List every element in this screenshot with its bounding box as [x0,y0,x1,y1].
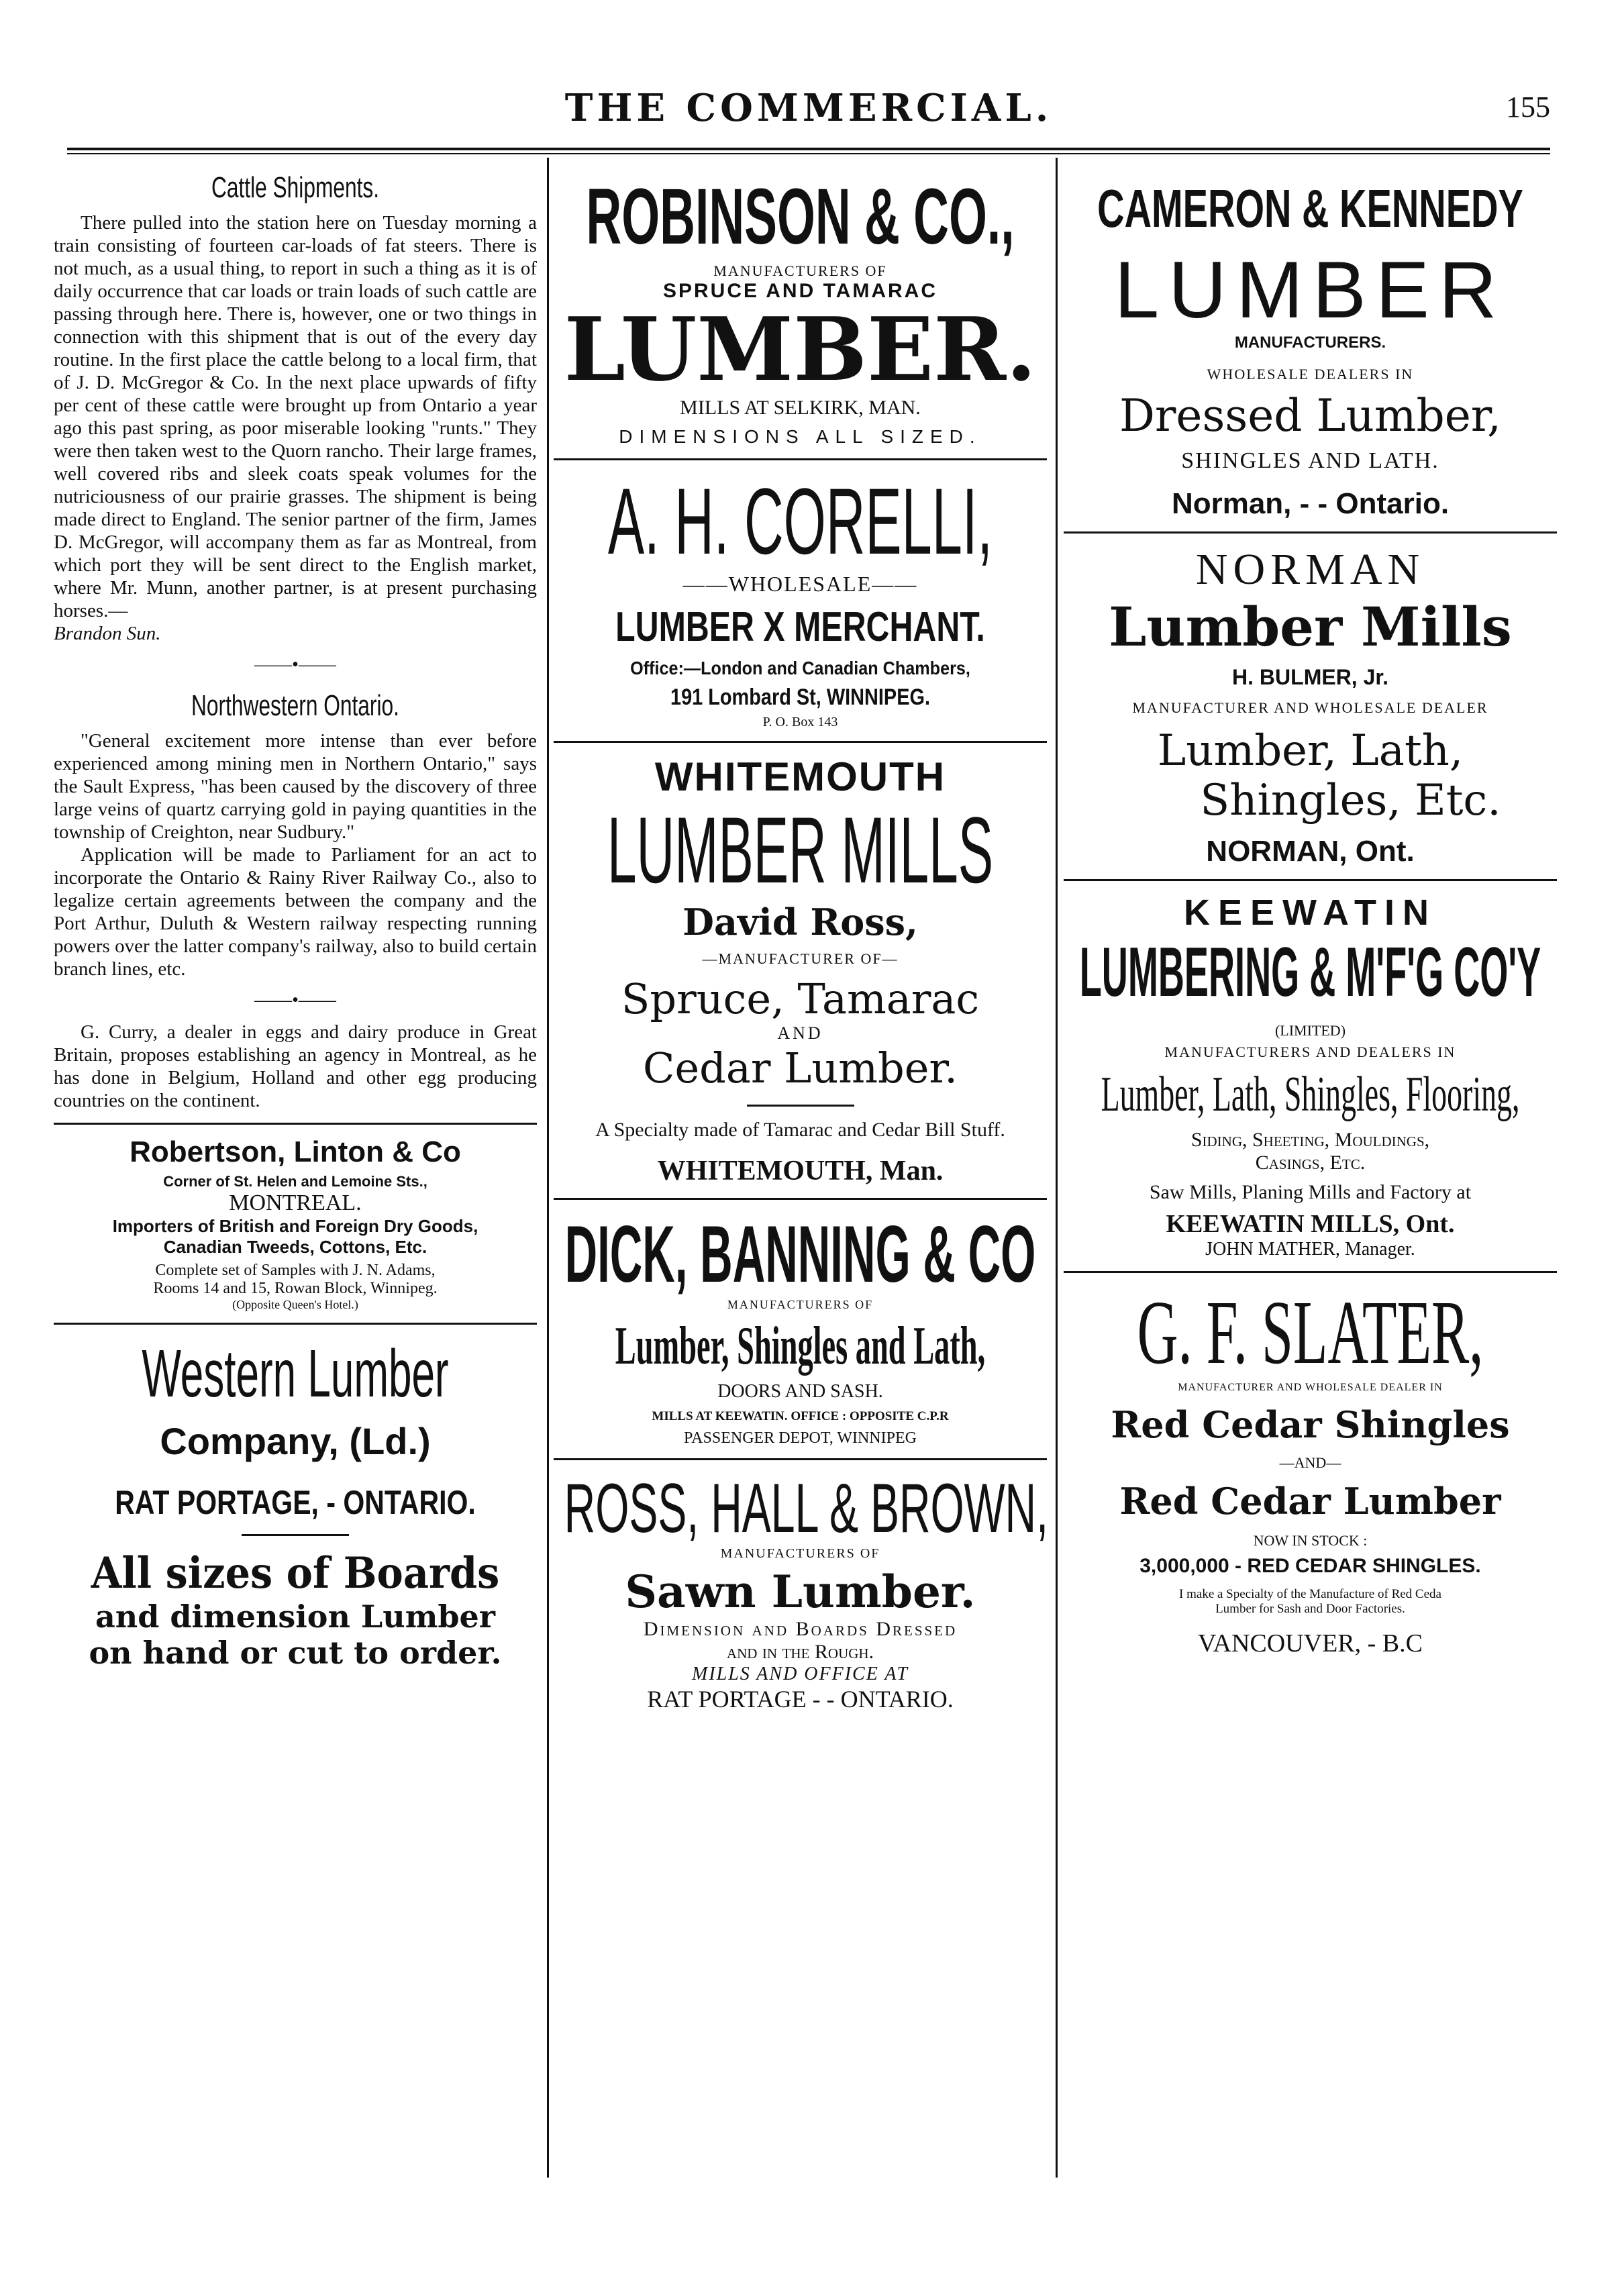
ad-line: (Opposite Queen's Hotel.) [232,1298,358,1311]
ad-line: Cedar Lumber. [643,1043,958,1092]
ad-ross-hall-brown [554,1471,1047,1713]
article-title: Cattle Shipments. [211,171,380,204]
ad-line: NORMAN [1195,545,1425,594]
divider [554,741,1047,743]
ad-name: Western Lumber [142,1336,449,1411]
ad-cameron-kennedy [1064,178,1557,521]
ad-line: Importers of British and Foreign Dry Goods, [112,1216,478,1236]
ad-line: Spruce, Tamarac [621,974,980,1023]
ad-line: MANUFACTURERS OF [713,262,887,279]
article-body: Application will be made to Parliament for an act to incorporate the Ontario & Rainy River Railway Co., also to legalize certain agreements between the company and the Port Arthur, Duluth & Western railway respecting running powers over the latter company's railway, also to build certain branch lines, etc. [54,844,537,980]
ad-line: MILLS AND OFFICE AT [692,1664,909,1684]
ad-big: LUMBER. [564,298,1037,401]
ad-line: A Specialty made of Tamarac and Cedar Bill Stuff. [595,1119,1005,1141]
divider [554,458,1047,460]
ad-line: Dimension and Boards Dressed [643,1618,958,1640]
ad-line: and dimension Lumber [95,1598,496,1635]
ad-line: —AND— [1279,1454,1341,1471]
ad-line: Dressed Lumber, [1119,390,1502,442]
ad-line: Lumber, Lath, Shingles, Flooring, [1101,1067,1520,1122]
divider [1064,879,1557,881]
ad-address: Corner of St. Helen and Lemoine Sts., [163,1173,427,1190]
ad-dick-banning [554,1211,1047,1447]
article-body: There pulled into the station here on Tuesday morning a train consisting of fourteen car-loads of fat steers. There is not much, as a usual thing, to report in such a thing as it is of daily occurrence that car loads or train loads of such cattle are passing through here. There is, however, one or two things in connection with this shipment that is out of the every day routine. In the first place the cattle belong to a local firm, that of J. D. McGregor & Co. In the next place upwards of fifty per cent of these cattle were brought up from Ontario a year ago this past spring, as poor miserable looking "runts." They were then taken west to the Quorn rancho. Their large frames, well covered ribs and sleek coats speak volumes for the nutriciousness of our prairie grasses. The shipment is being made direct to England. The senior partner of the firm, James D. McGregor, will accompany them as far as Montreal, from which port they will be sent direct to the English market, where Mr. Munn, another partner, is at present purchasing horses.— [54,212,537,621]
ad-line: JOHN MATHER, Manager. [1205,1239,1415,1260]
ad-big: LUMBER MILLS [607,797,994,903]
ad-name: A. H. CORELLI, [607,468,993,574]
ad-line: MILLS AT KEEWATIN. OFFICE : OPPOSITE C.P.R [652,1409,949,1423]
ad-name: Robertson, Linton & Co [130,1135,461,1168]
ad-norman [1064,544,1557,868]
column-divider [1056,158,1058,2178]
divider [54,1123,537,1125]
article-title: Northwestern Ontario. [191,689,399,722]
ad-line: Norman, - - Ontario. [1171,487,1450,520]
ad-line: Company, (Ld.) [160,1420,431,1462]
ad-owner: David Ross, [682,901,918,944]
ad-big: LUMBER [1114,245,1507,335]
masthead-title: THE COMMERCIAL. [564,86,1053,130]
ad-line: Lumber, Shingles and Lath, [615,1317,986,1376]
ad-line: and in the Rough. [726,1641,874,1663]
ad-line: MANUFACTURERS. [1234,334,1386,352]
ad-line: NORMAN, Ont. [1206,835,1415,868]
ad-line: SHINGLES AND LATH. [1181,448,1439,473]
ad-robinson [554,171,1047,448]
header-rule [67,148,1550,154]
ad-line: WHOLESALE DEALERS IN [1207,366,1414,383]
article-body: G. Curry, a dealer in eggs and dairy produce in Great Britain, proposes establishing an agency in Montreal, as he has done in Belgium, Holland and other egg producing countries on the continent. [54,1021,537,1111]
ad-name: ROBINSON & CO., [586,172,1015,261]
ad-line: WHITEMOUTH [654,754,946,799]
ad-owner: H. BULMER, Jr. [1232,665,1388,689]
ad-line: Red Cedar Shingles [1111,1403,1510,1446]
divider [554,1198,1047,1200]
ad-line: P. O. Box 143 [762,715,838,729]
ad-line: SPRUCE AND TAMARAC [663,280,937,302]
column-3 [1064,164,1557,1658]
ad-line: 191 Lombard St, WINNIPEG. [670,684,931,710]
ad-big: LUMBERING & M'F'G CO'Y [1079,933,1541,1011]
ad-line: Casings, Etc. [1255,1152,1366,1174]
ad-line: Red Cedar Lumber [1119,1480,1501,1523]
ad-line: Rooms 14 and 15, Rowan Block, Winnipeg. [153,1280,438,1297]
ad-name: CAMERON & KENNEDY [1097,179,1523,238]
ad-line: Lumber, Lath, [1157,726,1464,776]
ad-corelli [554,468,1047,730]
ad-line: DOORS AND SASH. [717,1381,883,1402]
ad-line: (LIMITED) [1274,1022,1346,1039]
ad-line: Sawn Lumber. [625,1566,976,1618]
ornament-divider: ——•—— [254,990,336,1011]
column-2 [554,164,1047,1713]
divider [1064,1271,1557,1273]
ad-line: Canadian Tweeds, Cottons, Etc. [163,1237,427,1257]
ad-name: G. F. SLATER, [1137,1282,1484,1383]
ad-line: NOW IN STOCK : [1253,1532,1368,1549]
ad-line: WHITEMOUTH, Man. [657,1156,944,1186]
ad-line: RAT PORTAGE, - ONTARIO. [115,1484,476,1521]
ad-line: AND [777,1023,823,1043]
ad-line: DIMENSIONS ALL SIZED. [619,426,982,447]
ad-line: KEEWATIN MILLS, Ont. [1166,1210,1455,1238]
ad-line: Office:—London and Canadian Chambers, [630,658,970,678]
ad-line: MILLS AT SELKIRK, MAN. [680,397,921,419]
divider [747,1105,854,1107]
page-number: 155 [1506,91,1550,123]
column-divider [547,158,549,2178]
divider [1064,531,1557,533]
ad-line: RAT PORTAGE - - ONTARIO. [647,1686,954,1713]
ad-line: VANCOUVER, - B.C [1197,1629,1423,1658]
ad-line: I make a Specialty of the Manufacture of Red Ceda [1179,1587,1441,1601]
ad-whitemouth [554,754,1047,1187]
ad-line: KEEWATIN [1184,893,1437,933]
ad-line: All sizes of Boards [91,1548,500,1598]
ad-line: on hand or cut to order. [89,1635,502,1671]
divider [242,1534,349,1536]
ad-line: MANUFACTURER AND WHOLESALE DEALER [1132,699,1488,716]
article-body: "General excitement more intense than ever before experienced among mining men in Northern Ontario," says the Sault Express, "has been caused by the discovery of three large veins of quartz carrying gold in paying quantities in the township of Creighton, near Sudbury." [54,730,537,843]
ad-line: Shingles, Etc. [1200,776,1501,825]
ornament-divider: ——•—— [254,654,336,675]
ad-robertson-linton [54,1135,537,1312]
ad-line: —MANUFACTURER OF— [702,950,899,967]
ad-line: MANUFACTURERS OF [720,1546,880,1561]
ad-western-lumber [54,1335,537,1671]
ad-line: Siding, Sheeting, Mouldings, [1190,1129,1430,1151]
ad-line: ——WHOLESALE—— [682,572,918,596]
ad-line: LUMBER X MERCHANT. [615,604,985,650]
ad-city: MONTREAL. [229,1190,362,1215]
ad-line: MANUFACTURERS OF [727,1298,874,1311]
divider [554,1458,1047,1460]
ad-line: Complete set of Samples with J. N. Adams, [155,1262,436,1279]
ad-big: Lumber Mills [1109,595,1512,658]
column-1 [54,164,537,1671]
article-source: Brandon Sun. [54,623,161,644]
ad-slater [1064,1284,1557,1658]
ad-name: DICK, BANNING & CO [564,1209,1036,1299]
ad-line: 3,000,000 - RED CEDAR SHINGLES. [1139,1555,1481,1577]
ad-line: MANUFACTURERS AND DEALERS IN [1164,1043,1456,1060]
ad-line: MANUFACTURER AND WHOLESALE DEALER IN [1178,1382,1443,1393]
divider [54,1323,537,1325]
ad-line: Saw Mills, Planing Mills and Factory at [1149,1181,1472,1203]
page-header [67,81,1550,141]
ad-name: ROSS, HALL & BROWN, [564,1470,1049,1547]
ad-line: Lumber for Sash and Door Factories. [1215,1602,1405,1616]
ad-keewatin [1064,892,1557,1260]
ad-line: PASSENGER DEPOT, WINNIPEG [684,1429,917,1447]
